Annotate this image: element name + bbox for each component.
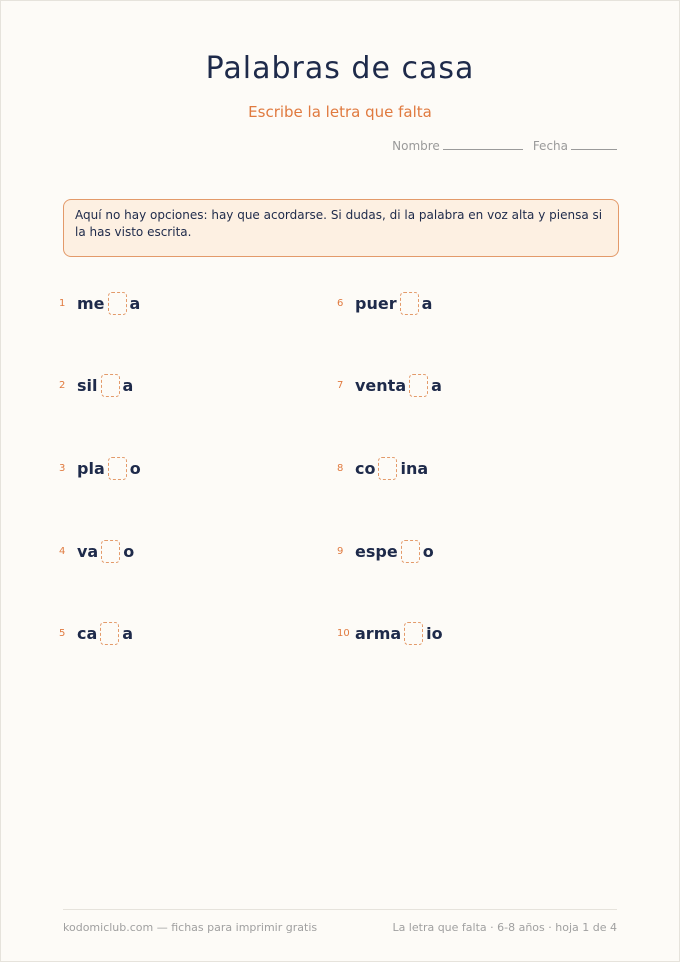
letter-slot[interactable] <box>404 622 423 645</box>
item-word <box>77 622 133 645</box>
word-start: pla <box>77 458 105 478</box>
exercise-item <box>337 290 432 316</box>
letter-slot[interactable] <box>400 292 419 315</box>
word-end: a <box>421 293 433 313</box>
word-start: va <box>77 541 99 561</box>
word-end: a <box>122 375 134 395</box>
item-word <box>355 292 432 315</box>
name-date-line <box>392 139 617 153</box>
exercise-item <box>337 538 434 564</box>
word-start: espe <box>355 541 398 561</box>
exercise-item <box>59 372 133 398</box>
item-word <box>77 540 134 563</box>
name-blank[interactable] <box>443 148 523 150</box>
letter-slot[interactable] <box>108 457 127 480</box>
instruction-note: Aquí no hay opciones: hay que acordarse. Si dudas, di la palabra en voz alta y piensa si la has visto escrita. <box>63 199 619 257</box>
word-end: a <box>122 623 134 643</box>
item-word <box>355 622 443 645</box>
item-number: 8 <box>337 462 344 474</box>
letter-slot[interactable] <box>100 622 119 645</box>
exercise-item <box>59 538 134 564</box>
word-end: a <box>129 293 141 313</box>
item-number: 1 <box>59 297 66 309</box>
name-label: Nombre <box>392 139 440 153</box>
word-start: arma <box>355 623 402 643</box>
item-number: 10 <box>337 627 350 639</box>
word-end: o <box>422 541 434 561</box>
word-end: o <box>123 541 135 561</box>
item-number: 2 <box>59 379 66 391</box>
exercise-item <box>337 620 443 646</box>
letter-slot[interactable] <box>101 540 120 563</box>
letter-slot[interactable] <box>409 374 428 397</box>
footer-site: kodomiclub.com — fichas para imprimir gratis <box>63 921 318 934</box>
item-number: 5 <box>59 627 66 639</box>
page-title: Palabras de casa <box>205 51 475 86</box>
exercise-item <box>337 455 428 481</box>
item-number: 7 <box>337 379 344 391</box>
word-start: co <box>355 458 376 478</box>
item-number: 3 <box>59 462 66 474</box>
word-end: a <box>431 375 442 395</box>
word-end: io <box>426 623 443 643</box>
item-word <box>77 457 141 480</box>
word-start: me <box>77 293 105 313</box>
item-word <box>77 374 133 397</box>
letter-slot[interactable] <box>378 457 397 480</box>
item-number: 4 <box>59 545 66 557</box>
item-word <box>355 540 434 563</box>
date-label: Fecha <box>532 139 568 153</box>
word-start: sil <box>77 375 98 395</box>
exercise-item <box>59 455 141 481</box>
footer-divider <box>63 909 617 910</box>
footer-page-info: La letra que falta · 6-8 años · hoja 1 de 4 <box>392 921 617 934</box>
page-subtitle: Escribe la letra que falta <box>248 103 432 121</box>
item-word <box>355 457 428 480</box>
letter-slot[interactable] <box>401 540 420 563</box>
word-end: ina <box>400 458 429 478</box>
word-start: venta <box>355 375 407 395</box>
word-start: puer <box>355 293 397 313</box>
word-start: ca <box>77 623 98 643</box>
date-blank[interactable] <box>571 148 617 150</box>
exercise-item <box>59 620 133 646</box>
word-end: o <box>129 458 141 478</box>
item-number: 6 <box>337 297 344 309</box>
exercise-item <box>337 372 442 398</box>
item-word <box>77 292 140 315</box>
item-word <box>355 374 442 397</box>
letter-slot[interactable] <box>101 374 120 397</box>
letter-slot[interactable] <box>108 292 127 315</box>
exercise-item <box>59 290 140 316</box>
item-number: 9 <box>337 545 344 557</box>
